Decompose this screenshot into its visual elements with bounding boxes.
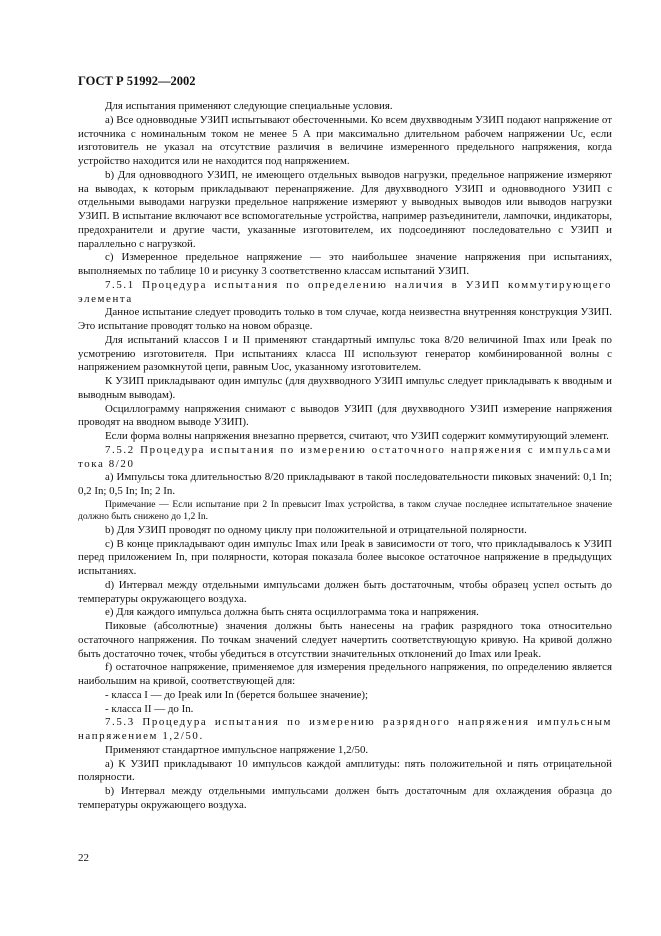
paragraph: Пиковые (абсолютные) значения должны быть нанесены на график разрядного тока относительно остаточного напряжения. По точкам значений следует начертить соответствующую кривую. На кривой должно быть достаточно точек, чтобы убедиться в отсутствии значительных отклонений до Imax или Ipeak.	[78, 620, 612, 660]
paragraph-c: с) В конце прикладывают один импульс Imax или Ipeak в зависимости от того, что прикладывалось к УЗИП перед приложением In, при полярности, которая показала более высокое остаточное напряжение в предыдущих испытаниях.	[78, 537, 612, 577]
paragraph-intro: Для испытания применяют следующие специальные условия.	[105, 100, 393, 112]
paragraph-e: е) Для каждого импульса должна быть снята осциллограмма тока и напряжения.	[105, 606, 479, 619]
list-item: - класса I — до Ipeak или In (берется большее значение);	[105, 688, 369, 701]
paragraph-c: с) Измеренное предельное напряжение — это наибольшее значение напряжения при испытаниях, выполняемых по таблице 10 и рисунку 3 соответственно классам испытаний УЗИП.	[78, 251, 612, 277]
paragraph: Данное испытание следует проводить только в том случае, когда неизвестна внутренняя конструкция УЗИП. Это испытание проводят только на новом образце.	[78, 306, 612, 332]
list-item: - класса II — до In.	[105, 702, 194, 715]
paragraph: Для испытаний классов I и II применяют стандартный импульс тока 8/20 величиной Imax или Ipeak по усмотрению изготовителя. При испытаниях класса III используют генератор комбинированной волны с напряжением разомкнутой цепи, равным Uoc, указанному изготовителем.	[78, 333, 612, 374]
paragraph: Применяют стандартное импульсное напряжение 1,2/50.	[105, 743, 369, 756]
section-heading-7-5-1: 7.5.1 Процедура испытания по определению наличия в УЗИП коммутирующего элемента	[78, 278, 612, 305]
paragraph-b: b) Интервал между отдельными импульсами должен быть достаточным для охлаждения образца до температуры окружающего воздуха.	[78, 785, 612, 811]
paragraph-b: b) Для УЗИП проводят по одному циклу при положительной и отрицательной полярности.	[105, 523, 527, 536]
paragraph-a: а) К УЗИП прикладывают 10 импульсов каждой амплитуды: пять положительной и пять отрицательной полярности.	[78, 757, 612, 784]
section-heading-7-5-3: 7.5.3 Процедура испытания по измерению разрядного напряжения импульсным напряжением 1,2/50.	[78, 716, 612, 742]
paragraph: Осциллограмму напряжения снимают с выводов УЗИП (для двухвводного УЗИП измерение напряжения проводят на вводном выводе УЗИП).	[78, 402, 612, 429]
note: Примечание — Если испытание при 2 In превысит Imax устройства, в таком случае последнее испытательное значение должно быть снижено до 1,2 In.	[78, 498, 612, 523]
paragraph-b: b) Для одновводного УЗИП, не имеющего отдельных выводов нагрузки, предельное напряжение измеряют на выводах, к которым прикладывают перенапряжение. Для двухвводного УЗИП и одновводного УЗИП с отдельными выводами нагрузки предельное напряжение измеряют у выводных выводов или выводов нагрузки УЗИП. В испытание включают все вспомогательные устройства, например разъединители, лампочки, индикаторы, предохранители и другие части, указанные изготовителем, их подсоединяют последовательно с УЗИП и параллельно с нагрузкой.	[78, 168, 612, 250]
paragraph: Если форма волны напряжения внезапно прервется, считают, что УЗИП содержит коммутирующий элемент.	[105, 430, 609, 442]
page-number: 22	[78, 852, 89, 864]
document-body	[78, 100, 612, 813]
paragraph-f: f) остаточное напряжение, применяемое для измерения предельного напряжения, по определению является наибольшим на кривой, соответствующей для:	[78, 661, 612, 687]
document-header: ГОСТ Р 51992—2002	[78, 74, 196, 88]
paragraph: К УЗИП прикладывают один импульс (для двухвводного УЗИП импульс следует прикладывать к вводным и выводным выводам).	[78, 375, 612, 401]
paragraph-a: а) Импульсы тока длительностью 8/20 прикладывают в такой последовательности пиковых значений: 0,1 In; 0,2 In; 0,5 In; In; 2 In.	[78, 471, 612, 497]
paragraph-d: d) Интервал между отдельными импульсами должен быть достаточным, чтобы образец успел остыть до температуры окружающего воздуха.	[78, 578, 612, 605]
section-heading-7-5-2: 7.5.2 Процедура испытания по измерению остаточного напряжения с импульсами тока 8/20	[78, 443, 612, 470]
paragraph-a: а) Все одновводные УЗИП испытывают обесточенными. Ко всем двухвводным УЗИП подают напряжение от источника с номинальным током не менее 5 А при максимально длительном рабочем напряжении Uc, если изготовитель не указал на отсутствие различия в величине измеренного предельного напряжения, когда устройство находится или не находится под напряжением.	[78, 113, 612, 167]
